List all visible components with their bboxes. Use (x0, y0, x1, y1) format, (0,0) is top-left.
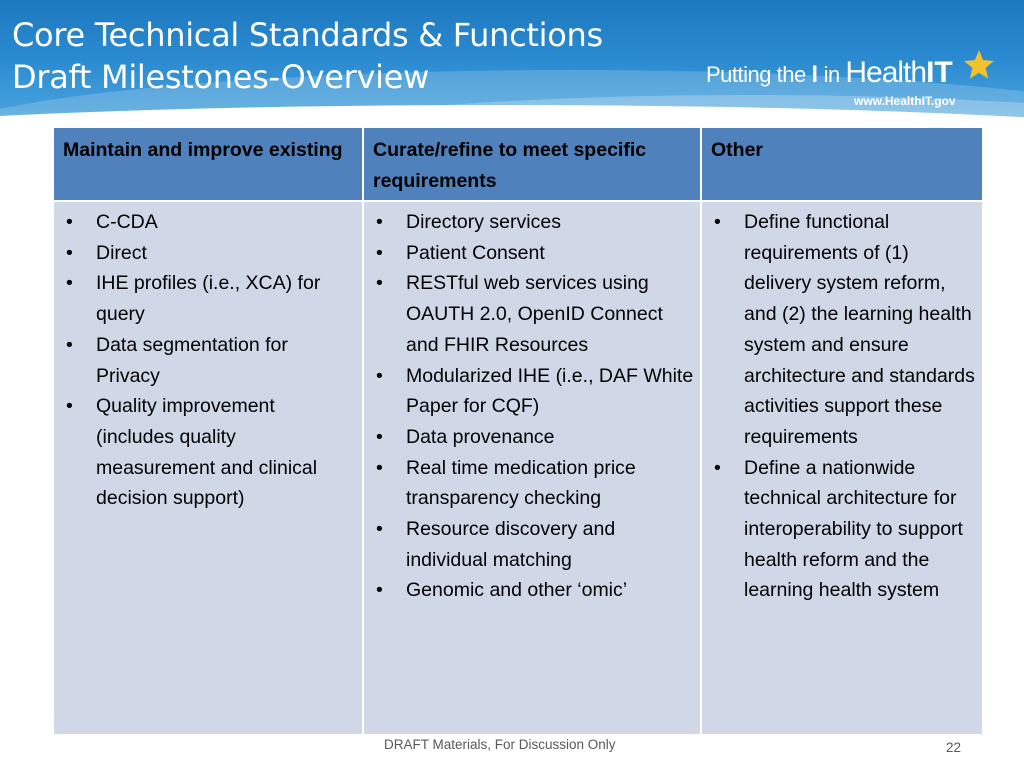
logo-putting-text: Putting the (706, 62, 812, 87)
column-header: Other (701, 128, 983, 201)
table-row (53, 201, 983, 734)
list-item: • Define a nationwide technical architecture for interoperability to support health reform and the learning health system (708, 453, 976, 607)
logo-i-text: I (811, 61, 818, 88)
list-item: • Define functional requirements of (1) delivery system reform, and (2) the learning health system and ensure architecture and standards activities support these requirements (708, 207, 976, 453)
list-item: • Real time medication price transparency checking (370, 453, 694, 514)
slide-title (12, 14, 603, 98)
slide-header (0, 0, 1024, 128)
list-item: • Data provenance (370, 422, 694, 453)
logo-it-text: IT (926, 56, 953, 89)
healthit-logo (706, 54, 1006, 114)
logo-in-text: in (817, 62, 846, 87)
list-item: • Genomic and other ‘omic’ (370, 575, 694, 606)
list-item: • Direct (60, 238, 356, 269)
list-item: • Patient Consent (370, 238, 694, 269)
page-number: 22 (946, 740, 962, 755)
logo-url: www.HealthIT.gov (854, 94, 956, 108)
column-header: Maintain and improve existing (53, 128, 363, 201)
star-icon (962, 48, 996, 82)
list-item: • Modularized IHE (i.e., DAF White Paper for CQF) (370, 361, 694, 422)
list-item: • Resource discovery and individual matching (370, 514, 694, 575)
maintain-column-cell (53, 201, 363, 734)
title-line-2: Draft Milestones-Overview (12, 58, 429, 96)
table-header-row (53, 128, 983, 201)
list-item: • RESTful web services using OAUTH 2.0, OpenID Connect and FHIR Resources (370, 268, 694, 360)
list-item: • C-CDA (60, 207, 356, 238)
milestones-table (52, 128, 984, 734)
bullet-list (708, 207, 976, 606)
list-item: • Data segmentation for Privacy (60, 330, 356, 391)
list-item: • Directory services (370, 207, 694, 238)
title-line-1: Core Technical Standards & Functions (12, 16, 603, 54)
footer-text: DRAFT Materials, For Discussion Only (384, 737, 616, 752)
curate-column-cell (363, 201, 701, 734)
list-item: • Quality improvement (includes quality measurement and clinical decision support) (60, 391, 356, 514)
other-column-cell (701, 201, 983, 734)
logo-health-text: Health (845, 56, 927, 89)
bullet-list (370, 207, 694, 606)
column-header: Curate/refine to meet specific requirements (363, 128, 701, 201)
bullet-list (60, 207, 356, 514)
list-item: • IHE profiles (i.e., XCA) for query (60, 268, 356, 329)
